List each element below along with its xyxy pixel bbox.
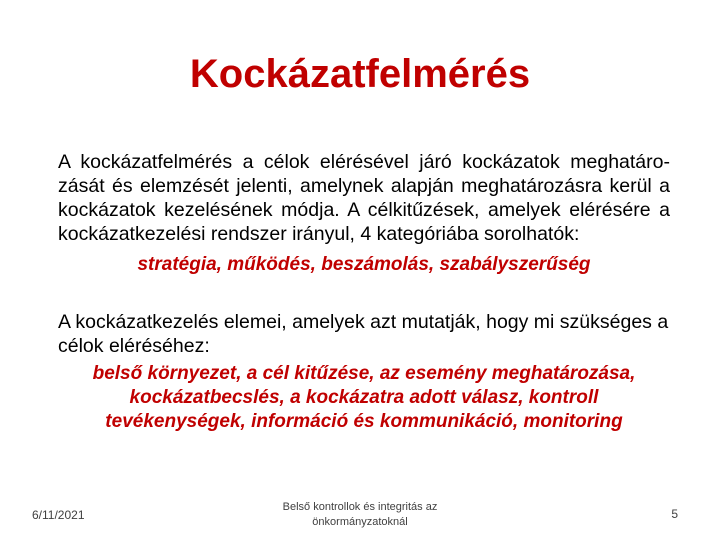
slide-title: Kockázatfelmérés — [189, 52, 531, 96]
paragraph-risk-management-elements: A kockázatkezelés elemei, amelyek azt mutatják, hogy mi szükséges a célok eléréséhez: — [58, 311, 669, 357]
footer-title: Belső kontrollok és integritás az önkormányzatoknál — [282, 501, 438, 528]
page-number: 5 — [671, 507, 678, 521]
footer-date: 6/11/2021 — [32, 508, 85, 522]
paragraph-risk-assessment: A kockázatfelmérés a célok elérésével járó kockázatok meghatáro-zását és elemzését jelenti, amelynek alapján meghatározásra kerül a kockázatok kezelésének módja. A célkitűzések, amelyek elérésére a kockázatkezelési rendszer irányul, 4 kategóriába sorolhatók: — [58, 151, 670, 245]
highlight-elements: belső környezet, a cél kitűzése, az esemény meghatározása, kockázatbecslés, a kockázatra adott válasz, kontroll tevékenységek, információ és kommunikáció, monitoring — [92, 363, 636, 432]
highlight-categories: stratégia, működés, beszámolás, szabályszerűség — [137, 254, 591, 275]
